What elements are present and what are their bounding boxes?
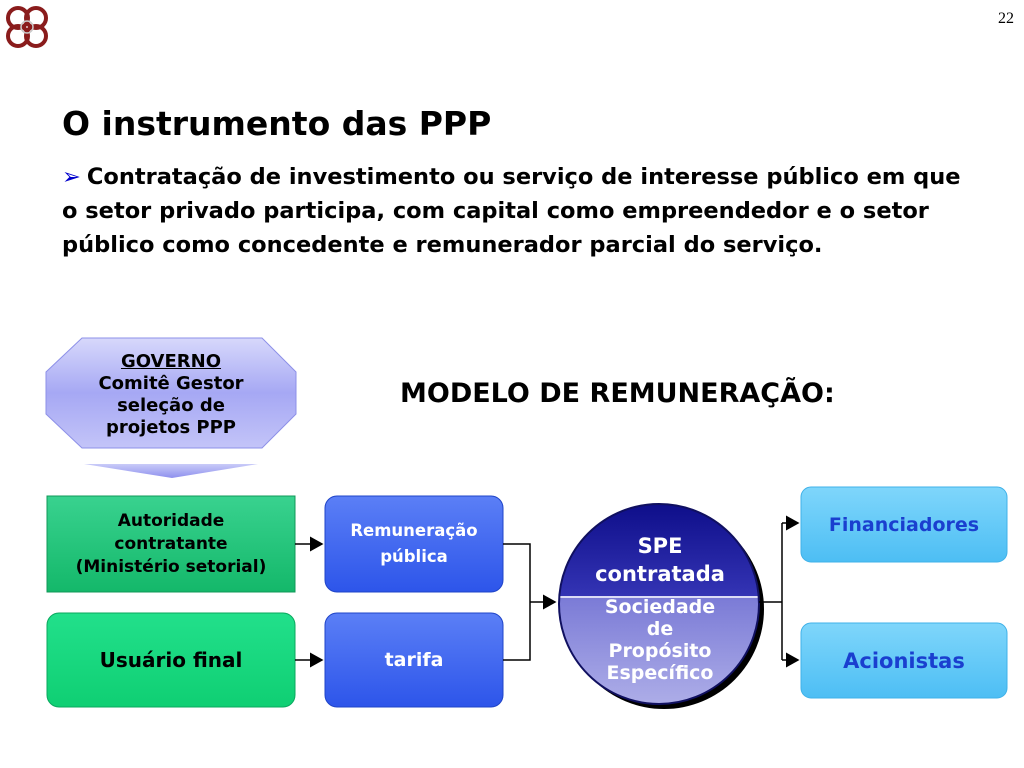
governo-line-1: Comitê Gestor — [98, 373, 244, 394]
governo-label — [46, 340, 296, 450]
governo-title: GOVERNO — [120, 351, 222, 372]
acionistas-label: Acionistas — [843, 648, 965, 673]
autoridade-line-1: Autoridade — [117, 510, 225, 531]
remuneracao-line-2: pública — [380, 547, 448, 566]
slide-number: 22 — [998, 10, 1014, 27]
spe-line-1: SPE — [637, 534, 683, 558]
tarifa-label: tarifa — [384, 649, 444, 671]
remuneracao-label — [325, 496, 503, 592]
spe-line-4: de — [646, 618, 674, 640]
page-title: O instrumento das PPP — [62, 104, 492, 143]
spe-top-label — [560, 528, 760, 592]
autoridade-line-2: contratante — [114, 533, 228, 554]
governo-line-3: projetos PPP — [105, 417, 237, 438]
autoridade-line-3: (Ministério setorial) — [75, 556, 267, 577]
spe-line-6: Específico — [606, 662, 714, 684]
remuneracao-line-1: Remuneração — [350, 521, 478, 540]
autoridade-label — [47, 496, 295, 592]
governo-line-2: seleção de — [117, 395, 225, 416]
usuario-label: Usuário final — [99, 648, 243, 672]
bullet-text: Contratação de investimento ou serviço de interesse público em que o setor privado participa, com capital como empreendedor e o setor público como concedente e remunerador parcial do serviço. — [62, 164, 961, 258]
financiadores-label: Financiadores — [828, 513, 980, 536]
spe-line-2: contratada — [595, 562, 725, 586]
spe-bottom-label — [560, 594, 760, 686]
connector-remuneracao-spe — [503, 544, 530, 602]
model-heading: MODELO DE REMUNERAÇÃO: — [400, 378, 835, 409]
spe-line-3: Sociedade — [604, 596, 716, 618]
arrow-bullet-icon: ➢ — [62, 164, 81, 190]
connector-tarifa-spe — [503, 602, 530, 660]
governo-funnel — [84, 464, 258, 478]
spe-line-5: Propósito — [608, 640, 712, 662]
